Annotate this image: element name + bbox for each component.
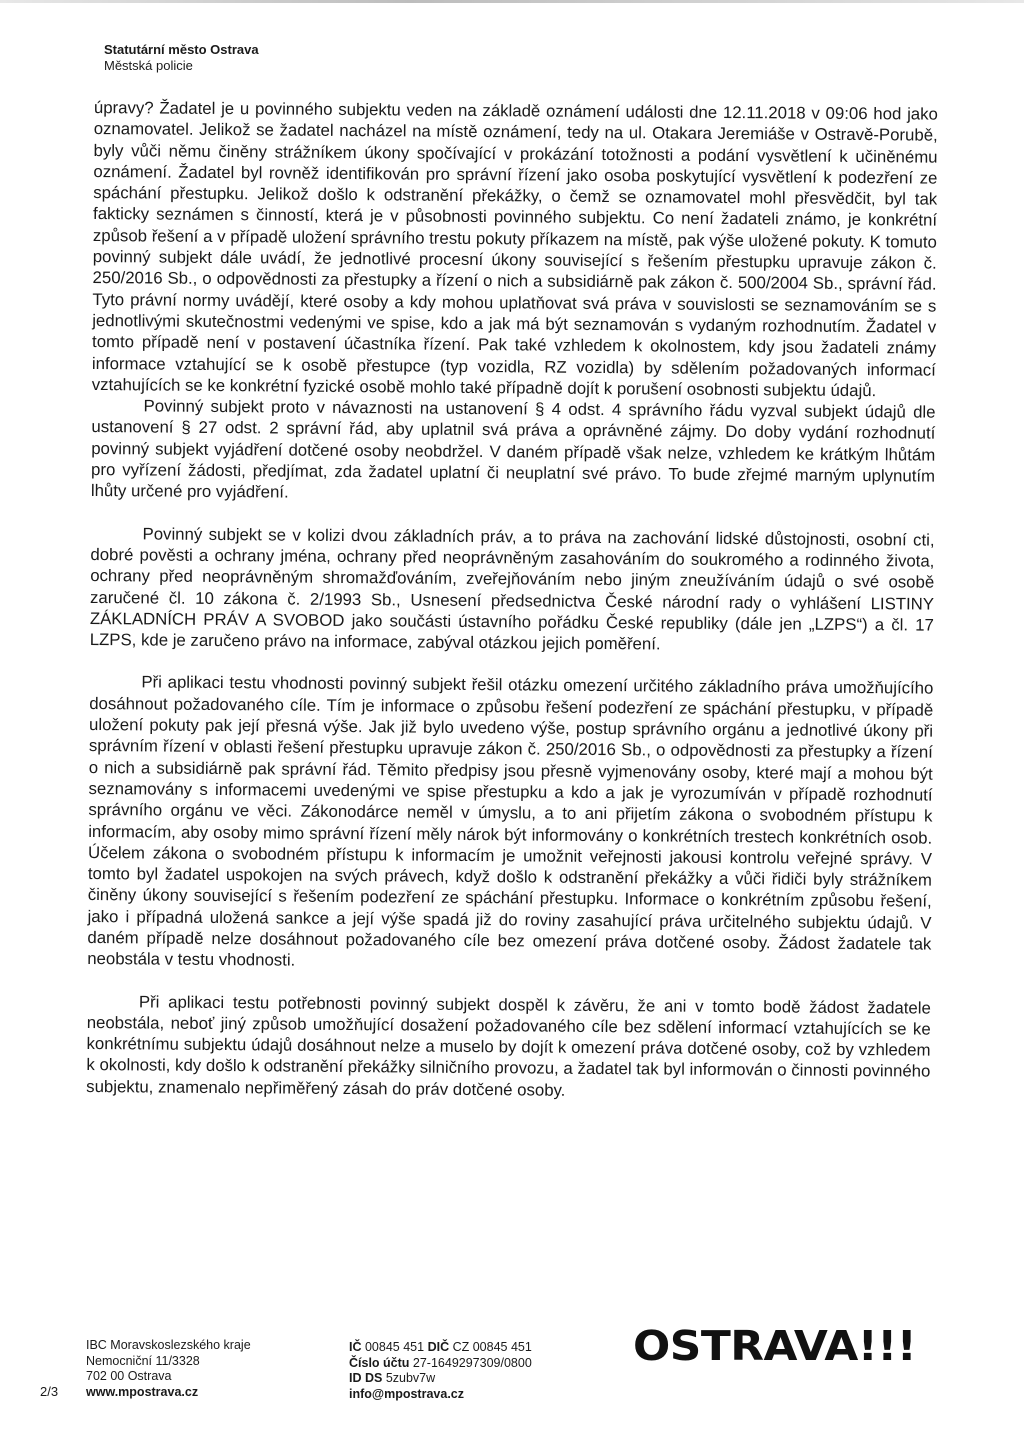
dic-value: CZ 00845 451 (452, 1340, 532, 1354)
tax-ids (349, 1340, 532, 1356)
paragraph-5: Při aplikaci testu potřebnosti povinný subjekt dospěl k závěru, že ani v tomto bodě žádost žadatele neobstála, neboť jiný způsob umožňující dosažení požadovaného cíle bez sdělení informací vztahujících se ke konkrétnímu subjektu údajů dosáhnout nelze a muselo by dojít k omezení práva dotčené osoby, což by vzhledem k okolnosti, kdy došlo k odstranění překážky silničního provozu, a žadatel tak byl informován o činnosti povinného subjektu, znamenalo nepřiměřený zásah do práv dotčené osoby. (86, 991, 931, 1100)
ic-label: IČ (349, 1340, 362, 1354)
account-value: 27-1649297309/0800 (412, 1355, 532, 1370)
email-link[interactable]: info@mpostrava.cz (349, 1386, 464, 1401)
organization-name: Statutární město Ostrava (104, 42, 259, 57)
ostrava-logo: OSTRAVA!!! (633, 1322, 917, 1370)
department-name: Městská policie (104, 58, 193, 73)
data-box (349, 1371, 532, 1387)
ds-label: ID DS (349, 1371, 383, 1385)
ic-value: 00845 451 (364, 1340, 425, 1354)
letterhead (104, 42, 259, 74)
address-line-3: 702 00 Ostrava (86, 1369, 172, 1383)
footer (0, 1322, 1024, 1430)
ds-value: 5zubv7w (385, 1371, 436, 1385)
footer-identifiers (349, 1340, 532, 1402)
address-line-2: Nemocniční 11/3328 (86, 1353, 200, 1368)
paragraph-3: Povinný subjekt se v kolizi dvou základních práv, a to práva na zachování lidské důstojnosti, osobní cti, dobré pověsti a ochrany jména, ochrany před neoprávněným zasahováním do soukromého a rodinného života, ochrany před neoprávněným shromažďováním, zveřejňováním nebo jiným zneužíváním údajů o své osobě zaručené čl. 10 zákona č. 2/1993 Sb., Usnesení předsednictva České národní rady o vyhlášení LISTINY ZÁKLADNÍCH PRÁV A SVOBOD jako součásti ústavního pořádku České republiky (dále jen „LZPS“) a čl. 17 LZPS, kde je zaručeno právo na informace, zabýval otázkou jejich poměření. (89, 524, 935, 654)
paragraph-1: úpravy? Žadatel je u povinného subjektu veden na základě oznámení události dne 12.11.2018 v 09:06 hod jako oznamovatel. Jelikož se žadatel nacházel na místě oznámení, tedy na ul. Otakara Jeremiáše v Ostravě-Porubě, byly vůči němu činěny strážníkem úkony spočívající v prokázání totožnosti a podání vysvětlení k učiněnému oznámení. Žadatel byl rovněž identifikován pro správní řízení jako osoba poskytující vysvětlení k podezření ze spáchání přestupku. Jelikož došlo k odstranění překážky, o čemž se oznamovatel mohl přesvědčit, byl tak fakticky seznámen s činností, která je v působnosti povinného subjektu. Co není žadateli známo, je konkrétní způsob řešení a v případě uložení správního trestu pokuty příkazem na místě, pak výše uložené pokuty. K tomuto povinný subjekt dále uvádí, že jednotlivé procesní úkony související s řešením přestupku upravuje zákon č. 250/2016 Sb., o odpovědnosti za přestupky a řízení o nich a subsidiárně pak zákon č. 500/2004 Sb., správní řád. Tyto právní normy uvádějí, které osoby a kdy mohou uplatňovat svá práva v souvislosti se seznamováním se s jednotlivými skutečnostmi vedenými ve spise, kdo a jak má být seznamován s vydaným rozhodnutím. Žadatel v tomto případě není v postavení účastníka řízení. Pak také vzhledem k okolnostem, kdy jsou žadateli známy informace vztahující se k osobě přestupce (typ vozidla, RZ vozidla) by sdělením požadovaných informací vztahujících se ke konkrétní fyzické osobě mohlo také případně dojít k porušení osobnosti subjektu údajů. (91, 97, 938, 401)
top-scan-edge (0, 0, 1024, 3)
page-number: 2/3 (40, 1384, 59, 1399)
document-body (86, 97, 938, 1104)
paragraph-2: Povinný subjekt proto v návaznosti na ustanovení § 4 odst. 4 správního řádu vyzval subjekt údajů dle ustanovení § 27 odst. 2 správní řád, aby uplatnil svá práva a oprávněné zájmy. Do doby vydání rozhodnutí povinný subjekt vyjádření dotčené osoby neobdržel. V daném případě však nelze, vzhledem ke krátkým lhůtám pro vyřízení žádosti, předjímat, zda žadatel uplatní či neuplatní své právo. To bude zřejmé marným uplynutím lhůty určené pro vyjádření. (90, 396, 936, 502)
website-link[interactable]: www.mpostrava.cz (86, 1384, 199, 1399)
address-line-1: IBC Moravskoslezského kraje (86, 1338, 251, 1352)
paragraph-4: Při aplikaci testu vhodnosti povinný subjekt řešil otázku omezení určitého základního práva umožňujícího dosáhnout požadovaného cíle. Tím je informace o způsobu řešení podezření ze spáchání přestupku, v případě uložení pokuty pak její přesná výše. Jak již bylo uvedeno výše, postup správního orgánu a jednotlivé úkony při správním řízení v oblasti řešení přestupku upravuje zákon č. 250/2016 Sb., o odpovědnosti za přestupky a řízení o nich a subsidiárně pak správní řád. Těmito předpisy jsou přesně vyjmenovány osoby, které mají a mohou být seznamovány s informacemi uvedenými ve spise přestupku a kdo a jak je vyrozumíván v případě rozhodnutí správního orgánu ve věci. Zákonodárce neměl v úmyslu, a to ani přijetím zákona o svobodném přístupu k informacím, aby osoby mimo správní řízení měly nárok být informovány o konkrétních trestech konkrétních osob. Účelem zákona o svobodném přístupu k informacím je umožnit veřejnosti jakousi kontrolu veřejné správy. V tomto byl žadatel uspokojen na svých právech, když došlo k odstranění překážky a vůči řidiči byly strážníkem činěny úkony související s řešením podezření ze spáchání přestupku. Informace o konkrétním způsobu řešení, jako i případná uložená sankce a její výše spadá již do roviny zasahující práva určitelného subjektu údajů. V daném případě nelze dosáhnout požadovaného cíle bez omezení práva dotčené osoby. Žádost žadatele tak neobstála v testu vhodnosti. (87, 672, 934, 970)
bank-account (349, 1356, 532, 1372)
dic-label: DIČ (427, 1340, 450, 1354)
account-label: Číslo účtu (349, 1355, 410, 1370)
footer-address (86, 1338, 251, 1400)
